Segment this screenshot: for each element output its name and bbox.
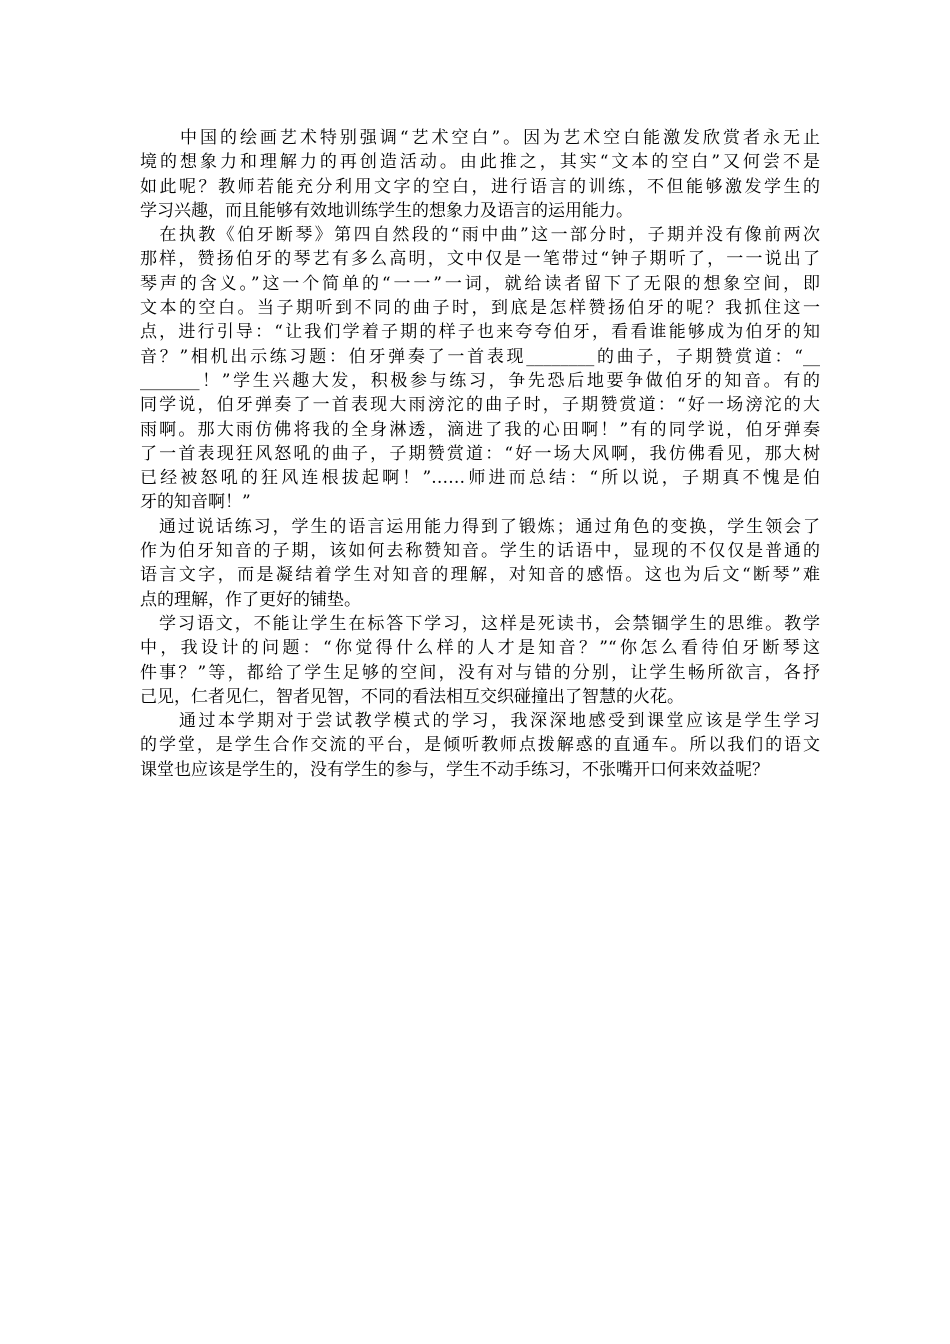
text-line: 了一首表现狂风怒吼的曲子，子期赞赏道：“好一场大风啊，我仿佛看见，那大树 bbox=[140, 443, 820, 464]
text-line: 中国的绘画艺术特别强调“艺术空白”。因为艺术空白能激发欣赏者永无止 bbox=[140, 128, 820, 148]
text-line: 那样，赞扬伯牙的琴艺有多么高明，文中仅是一笔带过“钟子期听了，一一说出了 bbox=[140, 249, 820, 270]
text-line: 同学说，伯牙弹奏了一首表现大雨滂沱的曲子时，子期赞赏道：“好一场滂沱的大 bbox=[140, 395, 820, 416]
text-line: 境的想象力和理解力的再创造活动。由此推之，其实“文本的空白”又何尝不是 bbox=[140, 152, 820, 173]
text-line: 已经被怒吼的狂风连根拔起啊！”……师进而总结：“所以说，子期真不愧是伯 bbox=[140, 468, 820, 489]
text-line: 学习语文，不能让学生在标答下学习，这样是死读书，会禁锢学生的思维。教学 bbox=[140, 613, 820, 634]
text-line: 雨啊。那大雨仿佛将我的全身淋透，滴进了我的心田啊！”有的同学说，伯牙弹奏 bbox=[140, 419, 820, 440]
text-line: 学习兴趣，而且能够有效地训练学生的想象力及语言的运用能力。 bbox=[140, 200, 633, 221]
document-body bbox=[140, 126, 820, 782]
text-line: 点，进行引导：“让我们学着子期的样子也来夸夸伯牙，看看谁能够成为伯牙的知 bbox=[140, 322, 820, 343]
paragraph-speaking-practice bbox=[140, 515, 820, 612]
text-line: 通过说话练习，学生的语言运用能力得到了锻炼；通过角色的变换，学生领会了 bbox=[140, 516, 820, 537]
text-line: 在执教《伯牙断琴》第四自然段的“雨中曲”这一部分时，子期并没有像前两次 bbox=[140, 225, 820, 246]
text-line: 如此呢？教师若能充分利用文字的空白，进行语言的训练，不但能够激发学生的 bbox=[140, 176, 820, 197]
text-line: 的学堂，是学生合作交流的平台，是倾听教师点拨解惑的直通车。所以我们的语文 bbox=[140, 735, 820, 756]
paragraph-conclusion bbox=[140, 709, 820, 782]
text-line: 琴声的含义。”这一个简单的“一一”一词，就给读者留下了无限的想象空间，即 bbox=[140, 273, 820, 294]
text-line: 通过本学期对于尝试教学模式的学习，我深深地感受到课堂应该是学生学习 bbox=[140, 711, 820, 732]
text-line: 语言文字，而是凝结着学生对知音的理解，对知音的感悟。这也为后文“断琴”难 bbox=[140, 565, 820, 586]
text-line: 文本的空白。当子期听到不同的曲子时，到底是怎样赞扬伯牙的呢？我抓住这一 bbox=[140, 298, 820, 319]
text-line: 件事？”等，都给了学生足够的空间，没有对与错的分别，让学生畅所欲言，各抒 bbox=[140, 662, 820, 683]
paragraph-art-blank bbox=[140, 126, 820, 223]
text-line: 己见，仁者见仁，智者见智，不同的看法相互交织碰撞出了智慧的火花。 bbox=[140, 686, 684, 707]
text-line: 音？”相机出示练习题：伯牙弹奏了一首表现________的曲子，子期赞赏道：“__ bbox=[140, 346, 820, 367]
text-line: 课堂也应该是学生的，没有学生的参与，学生不动手练习，不张嘴开口何来效益呢？ bbox=[140, 759, 769, 780]
text-line: 点的理解，作了更好的铺垫。 bbox=[140, 589, 361, 610]
text-line: 中，我设计的问题：“你觉得什么样的人才是知音？”“你怎么看待伯牙断琴这 bbox=[140, 638, 820, 659]
paragraph-learning-chinese bbox=[140, 612, 820, 709]
text-line: 牙的知音啊！” bbox=[140, 492, 251, 513]
paragraph-teaching-example bbox=[140, 223, 820, 515]
text-line: 作为伯牙知音的子期，该如何去称赞知音。学生的话语中，显现的不仅仅是普通的 bbox=[140, 541, 820, 562]
text-line: _______！”学生兴趣大发，积极参与练习，争先恐后地要争做伯牙的知音。有的 bbox=[140, 370, 820, 391]
